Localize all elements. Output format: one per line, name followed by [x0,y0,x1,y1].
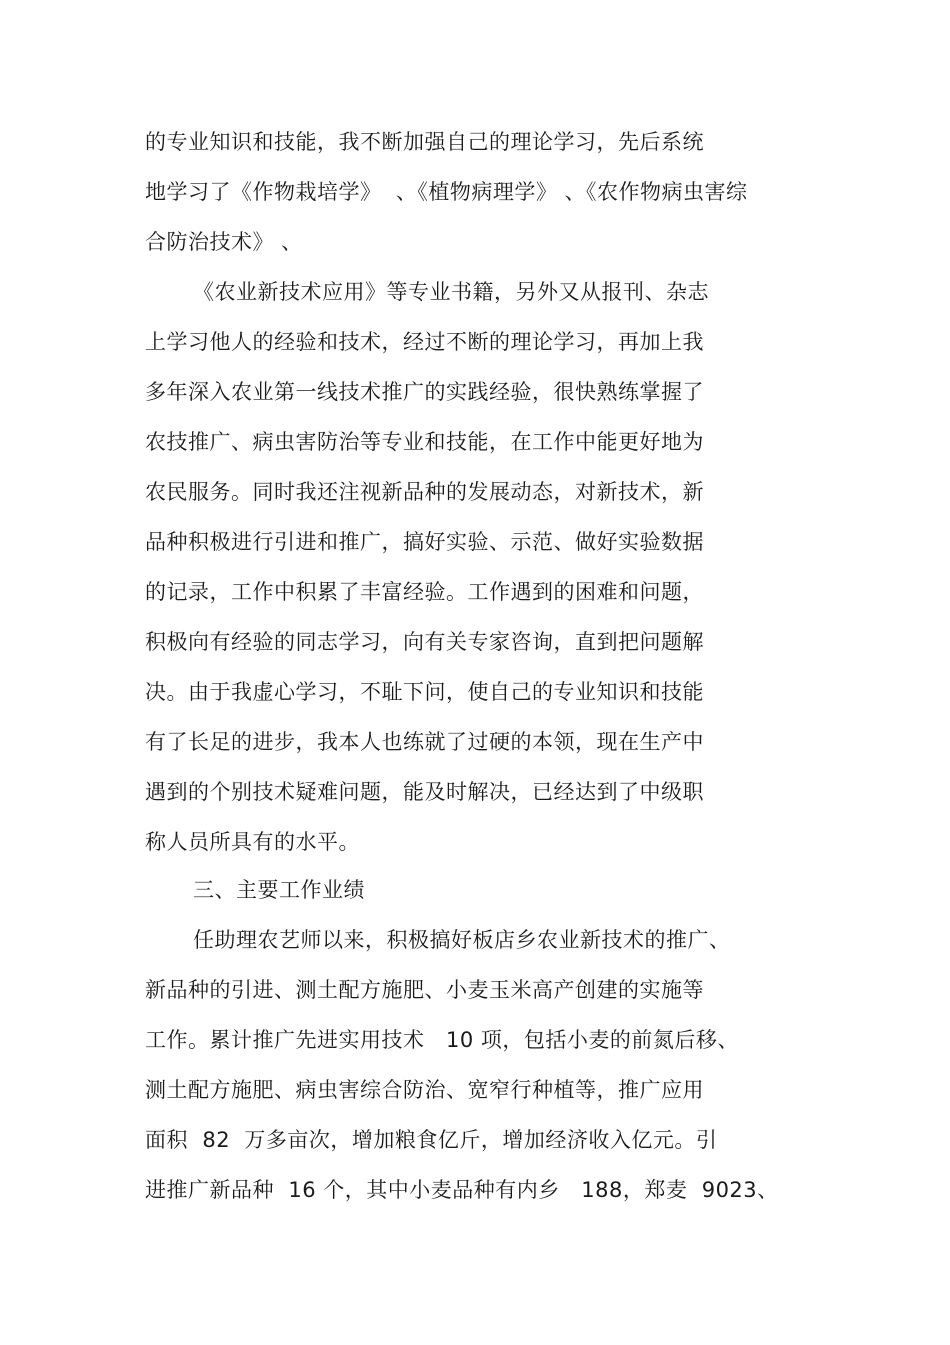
text-line: 农技推广、病虫害防治等专业和技能，在工作中能更好地为 [145,430,704,454]
text-line: 的专业知识和技能，我不断加强自己的理论学习，先后系统 [145,130,704,154]
text-line: 的记录，工作中积累了丰富经验。工作遇到的困难和问题， [145,580,704,604]
text-line: 称人员所具有的水平。 [145,830,360,854]
text-line: 面积 82 万多亩次，增加粮食亿斤，增加经济收入亿元。引 [145,1128,718,1152]
paragraph-first-line: 《农业新技术应用》等专业书籍，另外又从报刊、杂志 [193,280,709,304]
section-heading: 三、主要工作业绩 [193,878,365,902]
text-line: 新品种的引进、测土配方施肥、小麦玉米高产创建的实施等 [145,978,704,1002]
paragraph-first-line: 任助理农艺师以来，积极搞好板店乡农业新技术的推广、 [193,928,731,952]
text-line: 多年深入农业第一线技术推广的实践经验，很快熟练掌握了 [145,380,704,404]
text-line: 测土配方施肥、病虫害综合防治、宽窄行种植等，推广应用 [145,1078,704,1102]
text-line: 进推广新品种 16 个，其中小麦品种有内乡 188，郑麦 9023、 [145,1178,779,1202]
text-line: 上学习他人的经验和技术，经过不断的理论学习，再加上我 [145,330,704,354]
text-line: 积极向有经验的同志学习，向有关专家咨询，直到把问题解 [145,630,704,654]
text-line: 合防治技术》 、 [145,230,303,254]
text-line: 遇到的个别技术疑难问题，能及时解决，已经达到了中级职 [145,780,704,804]
text-line: 地学习了《作物栽培学》 、《植物病理学》 、《农作物病虫害综 [145,180,748,204]
text-line: 品种积极进行引进和推广，搞好实验、示范、做好实验数据 [145,530,704,554]
text-line: 决。由于我虚心学习，不耻下问，使自己的专业知识和技能 [145,680,704,704]
text-line: 农民服务。同时我还注视新品种的发展动态，对新技术，新 [145,480,704,504]
text-line: 有了长足的进步，我本人也练就了过硬的本领，现在生产中 [145,730,704,754]
text-line: 工作。累计推广先进实用技术 10 项，包括小麦的前氮后移、 [145,1028,739,1052]
